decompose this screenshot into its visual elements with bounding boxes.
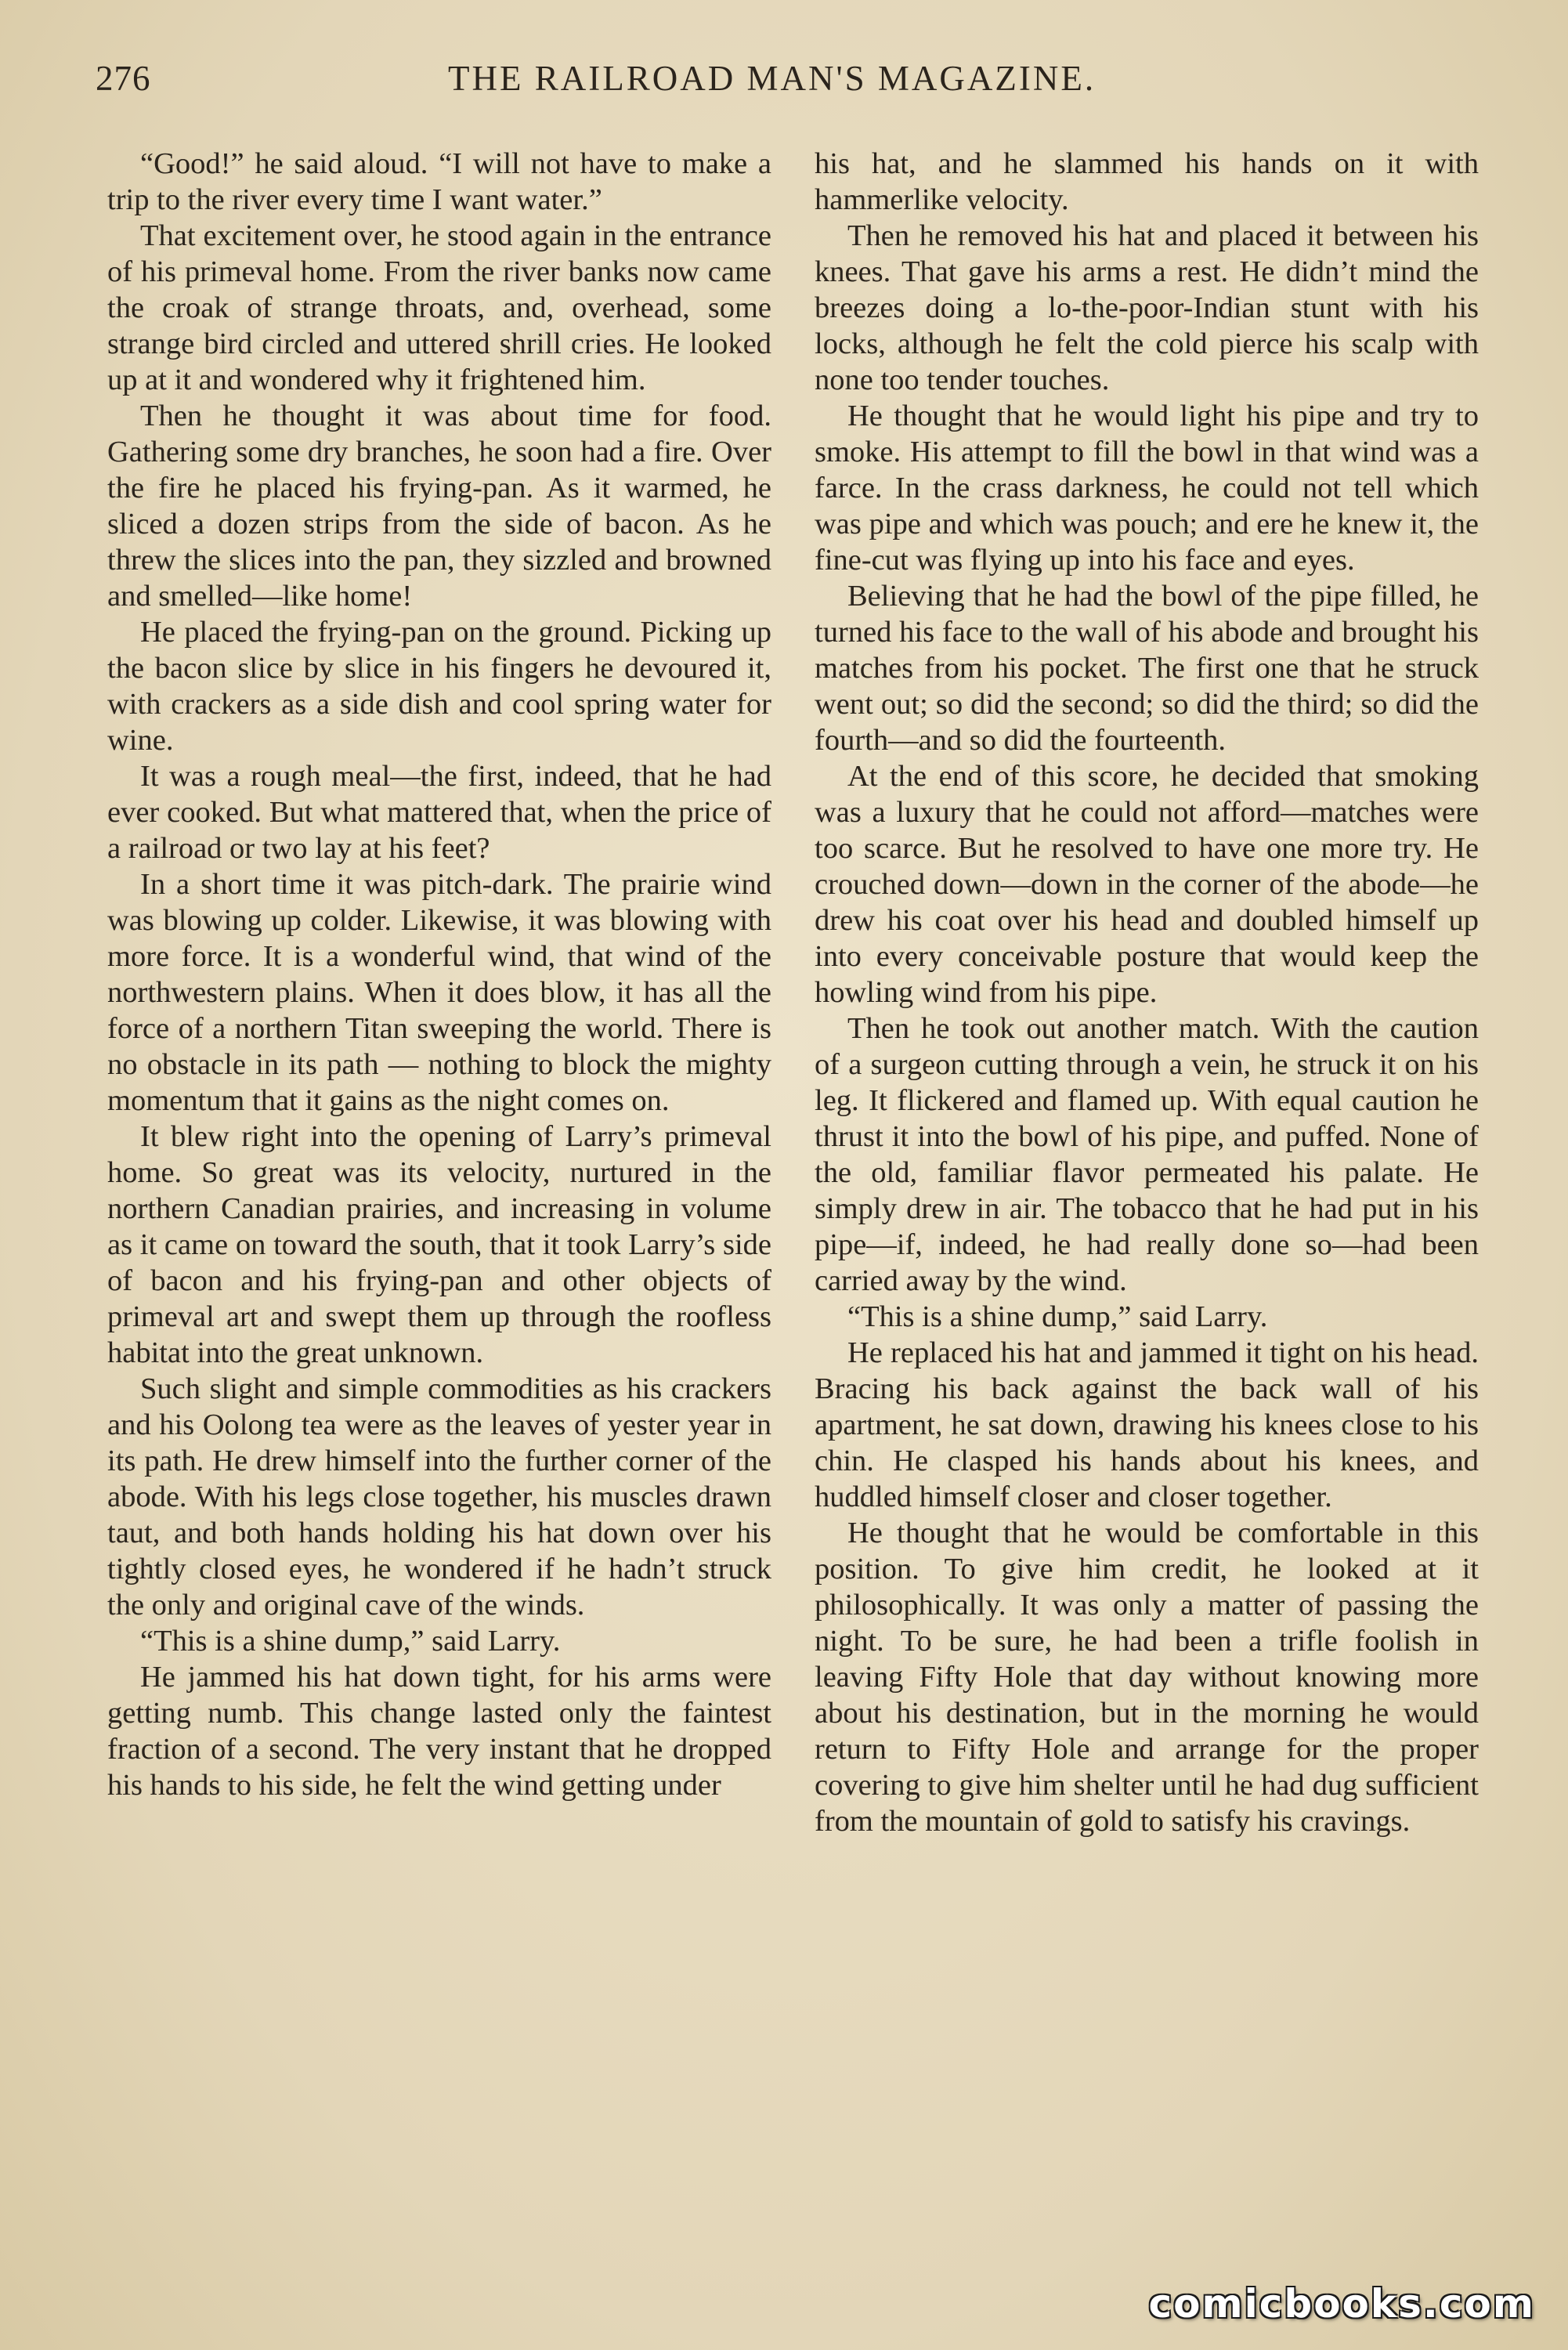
paragraph: Then he removed his hat and placed it between his knees. That gave his arms a rest. He didn’t mind the breezes doing a lo-the-poor-Indian stunt with his locks, although he felt the cold pierce his scalp with none too tender touches.	[815, 219, 1479, 396]
paragraph: “Good!” he said aloud. “I will not have to make a trip to the river every time I want water.”	[107, 147, 771, 216]
paragraph: Such slight and simple commodities as his crackers and his Oolong tea were as the leaves of yester year in its path. He drew himself into the further corner of the abode. With his legs close together, his muscles drawn taut, and both hands holding his hat down over his tightly closed eyes, he wondered if he hadn’t struck the only and original cave of the winds.	[107, 1372, 771, 1622]
paragraph: He replaced his hat and jammed it tight on his head. Bracing his back against the back wall of his apartment, he sat down, drawing his knees close to his chin. He clasped his hands about his knees, and huddled himself closer and closer together.	[815, 1336, 1479, 1513]
running-title: THE RAILROAD MAN'S MAGAZINE.	[448, 59, 1097, 98]
paragraph: In a short time it was pitch-dark. The prairie wind was blowing up colder. Likewise, it was blowing with more force. It is a wonderful wind, that wind of the northwestern plains. When it does blow, it has all the force of a northern Titan sweeping the world. There is no obstacle in its path — nothing to block the mighty momentum that it gains as the night comes on.	[107, 868, 771, 1117]
paragraph: That excitement over, he stood again in the entrance of his primeval home. From the river banks now came the croak of strange throats, and, overhead, some strange bird circled and uttered shrill cries. He looked up at it and wondered why it frightened him.	[107, 219, 771, 396]
paragraph: It blew right into the opening of Larry’s primeval home. So great was its velocity, nurtured in the northern Canadian prairies, and increasing in volume as it came on toward the south, that it took Larry’s side of bacon and his frying-pan and other objects of primeval art and swept them up through the roofless habitat into the great unknown.	[107, 1120, 771, 1369]
left-column	[107, 146, 771, 1803]
paragraph-continuation: his hat, and he slammed his hands on it with hammerlike velocity.	[815, 147, 1479, 216]
paragraph: Then he took out another match. With the caution of a surgeon cutting through a vein, he struck it on his leg. It flickered and flamed up. With equal caution he thrust it into the bowl of his pipe, and puffed. None of the old, familiar flavor permeated his palate. He simply drew in air. The tobacco that he had put in his pipe—if, indeed, he had really done so—had been carried away by the wind.	[815, 1012, 1479, 1297]
page-number: 276	[96, 59, 151, 98]
paragraph: He jammed his hat down tight, for his arms were getting numb. This change lasted only the faintest fraction of a second. The very instant that he dropped his hands to his side, he felt the wind getting under	[107, 1661, 771, 1802]
watermark-logo: comicbooks.com	[1148, 2281, 1535, 2326]
paragraph: At the end of this score, he decided that smoking was a luxury that he could not afford—matches were too scarce. But he resolved to have one more try. He crouched down—down in the corner of the abode—he drew his coat over his head and doubled himself up into every conceivable posture that would keep the howling wind from his pipe.	[815, 760, 1479, 1009]
right-column	[815, 146, 1479, 1839]
paragraph: Believing that he had the bowl of the pipe filled, he turned his face to the wall of his abode and brought his matches from his pocket. The first one that he struck went out; so did the second; so did the third; so did the fourth—and so did the fourteenth.	[815, 580, 1479, 757]
paragraph: He thought that he would be comfortable in this position. To give him credit, he looked at it philosophically. It was only a matter of passing the night. To be sure, he had been a trifle foolish in leaving Fifty Hole that day without knowing more about his destination, but in the morning he would return to Fifty Hole and arrange for the proper covering to give him shelter until he had dug sufficient from the mountain of gold to satisfy his cravings.	[815, 1517, 1479, 1838]
paragraph: “This is a shine dump,” said Larry.	[140, 1625, 561, 1658]
page-header	[96, 58, 1482, 113]
paragraph: “This is a shine dump,” said Larry.	[847, 1300, 1268, 1333]
paragraph: Then he thought it was about time for food. Gathering some dry branches, he soon had a fire. Over the fire he placed his frying-pan. As it warmed, he sliced a dozen strips from the side of bacon. As he threw the slices into the pan, they sizzled and browned and smelled—like home!	[107, 400, 771, 613]
paragraph: He thought that he would light his pipe and try to smoke. His attempt to fill the bowl in that wind was a farce. In the crass darkness, he could not tell which was pipe and which was pouch; and ere he knew it, the fine-cut was flying up into his face and eyes.	[815, 400, 1479, 577]
paragraph: It was a rough meal—the first, indeed, that he had ever cooked. But what mattered that, when the price of a railroad or two lay at his feet?	[107, 760, 771, 865]
paragraph: He placed the frying-pan on the ground. Picking up the bacon slice by slice in his fingers he devoured it, with crackers as a side dish and cool spring water for wine.	[107, 616, 771, 757]
